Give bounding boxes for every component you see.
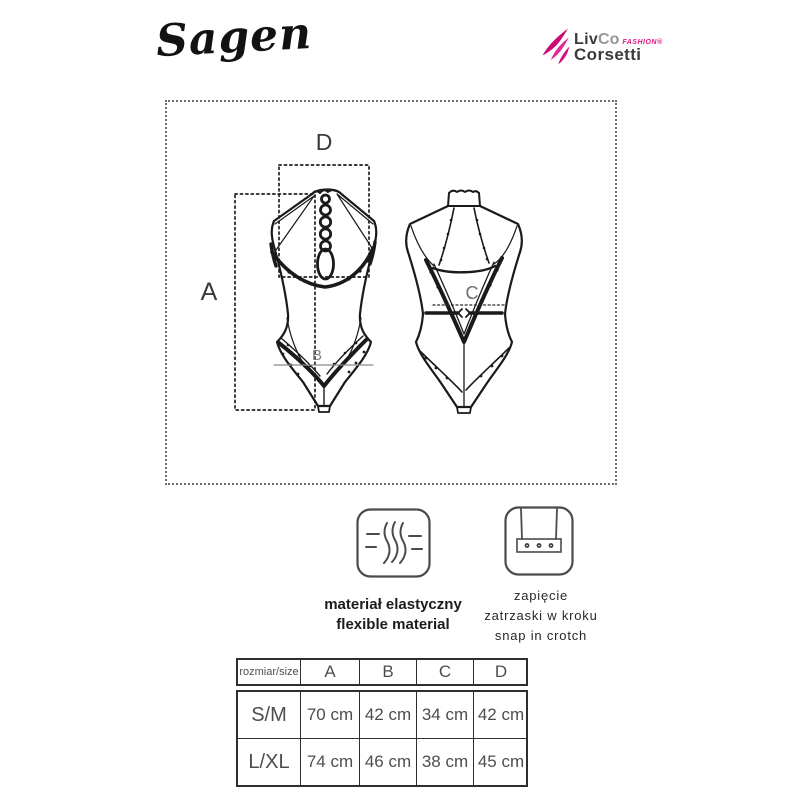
size-table: [236, 658, 528, 787]
size-table-body: [236, 690, 528, 787]
header-cell-size: rozmiar/size: [239, 666, 299, 678]
snap-crotch-caption: [462, 586, 620, 646]
row-size-label: S/M: [251, 703, 287, 726]
cell-c: 34 cm: [416, 692, 473, 738]
cell-b: 46 cm: [359, 739, 416, 785]
brand-liv: Liv: [574, 31, 599, 48]
measurement-label-a: A: [200, 278, 218, 306]
brand-corsetti: Corsetti: [574, 45, 642, 64]
snap-crotch-icon: [504, 506, 574, 576]
garment-diagram: [167, 102, 615, 483]
measurement-box-d: [279, 165, 369, 277]
caption-line: zapięcie: [513, 588, 569, 603]
caption-line: materiał elastyczny: [324, 596, 462, 613]
diagram-frame: [165, 100, 617, 485]
header-cell-d: D: [473, 660, 528, 684]
cell-b: 42 cm: [359, 692, 416, 738]
page-title: Sagen: [154, 7, 314, 68]
measurement-label-c: C: [465, 283, 479, 303]
header-cell-b: B: [359, 660, 416, 684]
wing-icon: [541, 24, 571, 72]
brand-logo: [541, 24, 663, 72]
measurement-box-a: [235, 194, 315, 410]
cell-a: 70 cm: [300, 692, 359, 738]
flexible-material-icon: [356, 508, 431, 578]
table-row: [238, 738, 526, 785]
garment-front-drawing: [271, 190, 376, 412]
cell-a: 74 cm: [300, 739, 359, 785]
size-table-header: [236, 658, 528, 686]
measurement-label-d: D: [315, 129, 333, 155]
row-size-label: L/XL: [248, 750, 290, 773]
measurement-label-b: B: [311, 347, 323, 364]
header-cell-c: C: [416, 660, 473, 684]
caption-line: zatrzaski w kroku: [484, 608, 598, 624]
brand-fashion: FASHION®: [622, 39, 663, 46]
cell-d: 45 cm: [473, 739, 528, 785]
cell-c: 38 cm: [416, 739, 473, 785]
caption-line: flexible material: [336, 616, 450, 634]
garment-back-drawing: [406, 191, 521, 414]
brand-co: Co: [598, 31, 620, 48]
header-cell-a: A: [300, 660, 359, 684]
table-row: [238, 692, 526, 738]
cell-d: 42 cm: [473, 692, 528, 738]
caption-line: snap in crotch: [494, 628, 588, 644]
